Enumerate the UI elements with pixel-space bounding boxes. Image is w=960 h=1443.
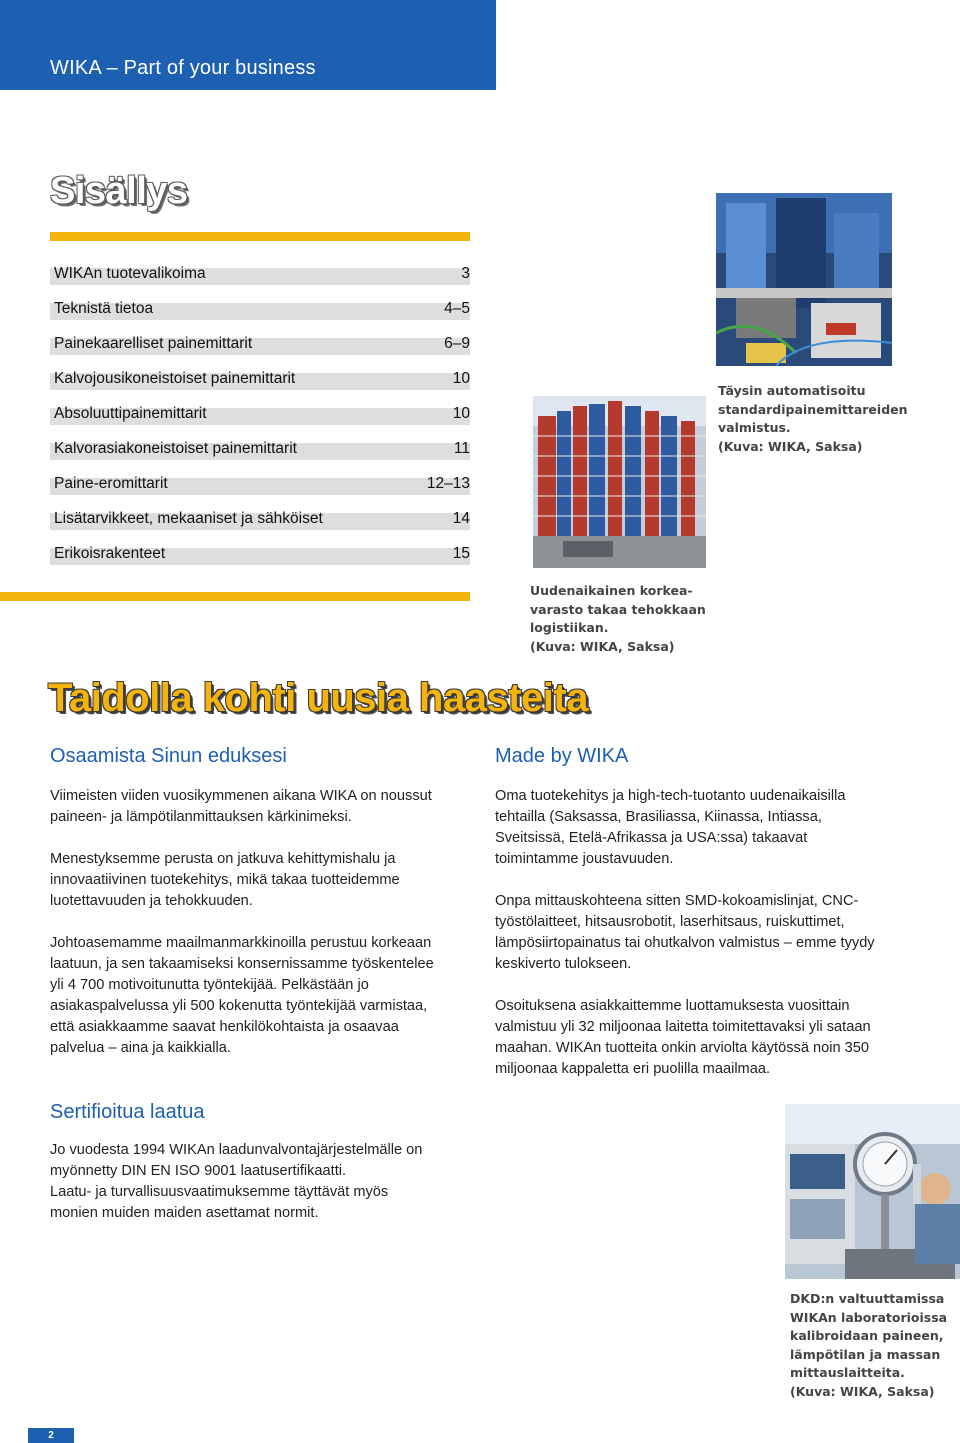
factory-photo	[716, 193, 892, 366]
lab-caption: DKD:n valtuuttamissa WIKAn laboratorioissa kalibroidaan paineen, lämpötilan ja massan mittauslaitteita. (Kuva: WIKA, Saksa)	[790, 1291, 948, 1399]
section-divider	[0, 592, 470, 601]
toc-row[interactable]	[50, 263, 470, 298]
toc-page: 10	[452, 405, 470, 422]
toc-label: Kalvorasiakoneistoiset painemittarit	[54, 440, 297, 457]
certified-paragraph: Jo vuodesta 1994 WIKAn laadunvalvontajärjestelmälle on myönnetty DIN EN ISO 9001 laatusertifikaatti. Laatu- ja turvallisuusvaatimuksemme täyttävät myös monien muiden maiden asettamat normit.	[50, 1142, 423, 1221]
right-paragraph: Osoituksena asiakkaittemme luottamuksesta vuosittain valmistuu yli 32 miljoonaa laitetta toimitettavaksi yli sataan maahan. WIKAn tuotteita onkin arviolta käytössä noin 350 miljoonaa kappaletta eri puolilla maailmaa.	[495, 998, 871, 1077]
toc-label: Erikoisrakenteet	[54, 545, 166, 562]
toc-label: Paine-eromittarit	[54, 475, 168, 492]
toc-row[interactable]	[50, 403, 470, 438]
toc-label: Painekaarelliset painemittarit	[54, 335, 253, 352]
toc-title: Sisällys	[50, 170, 188, 212]
right-column	[495, 745, 915, 1101]
toc-page: 10	[452, 370, 470, 387]
toc-label: Kalvojousikoneistoiset painemittarit	[54, 370, 296, 387]
toc-label: Absoluuttipainemittarit	[54, 405, 207, 422]
toc-row[interactable]	[50, 368, 470, 403]
toc-row[interactable]	[50, 298, 470, 333]
left-paragraph: Menestyksemme perusta on jatkuva kehittymishalu ja innovaatiivinen tuotekehitys, mikä takaa tuotteidemme luotettavuuden ja tehokkuuden.	[50, 851, 400, 909]
left-paragraph: Johtoasemamme maailmanmarkkinoilla perustuu korkeaan laatuun, ja sen takaamiseksi konsernissamme työskentelee yli 4 700 motivoitunutta työntekijää. Pelkästään jo asiakaspalvelussa yli 500 kokenutta työntekijää varmistaa, että asiakkaamme saavat henkilökohtaista ja osaavaa palvelua – aina ja kaikkialla.	[50, 935, 434, 1056]
toc-label: Lisätarvikkeet, mekaaniset ja sähköiset	[54, 510, 323, 527]
right-paragraph: Oma tuotekehitys ja high-tech-tuotanto uudenaikaisilla tehtailla (Saksassa, Brasiliassa, Kiinassa, Intiassa, Sveitsissä, Etelä-Afrikassa ja USA:ssa) takaavat toimintamme joustavuuden.	[495, 788, 846, 867]
toc-page: 3	[461, 265, 470, 282]
toc-label: WIKAn tuotevalikoima	[54, 265, 206, 282]
toc-row[interactable]	[50, 473, 470, 508]
factory-caption: Täysin automatisoitu standardipainemittareiden valmistus. (Kuva: WIKA, Saksa)	[718, 383, 908, 454]
right-paragraph: Onpa mittauskohteena sitten SMD-kokoamislinjat, CNC- työstölaitteet, hitsausrobotit, laserhitsaus, ruiskuttimet, lämpösiirtopainatus tai ohutkalvon valmistus – emme tyydy keskiverto tulokseen.	[495, 893, 875, 972]
title-divider	[50, 232, 470, 241]
toc-label: Teknistä tietoa	[54, 300, 154, 317]
page-number: 2	[28, 1428, 74, 1443]
table-of-contents	[50, 263, 470, 578]
toc-page: 11	[453, 440, 470, 457]
toc-page: 12–13	[426, 475, 470, 492]
lab-photo	[785, 1104, 960, 1279]
header-title: WIKA – Part of your business	[50, 57, 316, 79]
toc-page: 15	[452, 545, 470, 562]
certified-section	[50, 1101, 470, 1245]
warehouse-photo	[533, 396, 706, 568]
toc-row[interactable]	[50, 508, 470, 543]
toc-row[interactable]	[50, 543, 470, 578]
certified-heading: Sertifioitua laatua	[50, 1101, 205, 1123]
right-heading: Made by WIKA	[495, 745, 629, 767]
left-column	[50, 745, 470, 1080]
warehouse-caption: Uudenaikainen korkea- varasto takaa tehokkaan logistiikan. (Kuva: WIKA, Saksa)	[530, 583, 706, 654]
left-paragraph: Viimeisten viiden vuosikymmenen aikana WIKA on noussut paineen- ja lämpötilanmittauksen kärkinimeksi.	[50, 788, 432, 825]
toc-page: 14	[452, 510, 470, 527]
toc-page: 4–5	[444, 300, 470, 317]
toc-row[interactable]	[50, 438, 470, 473]
section-title: Taidolla kohti uusia haasteita	[48, 676, 588, 720]
left-heading: Osaamista Sinun eduksesi	[50, 745, 287, 767]
toc-row[interactable]	[50, 333, 470, 368]
toc-page: 6–9	[444, 335, 470, 352]
